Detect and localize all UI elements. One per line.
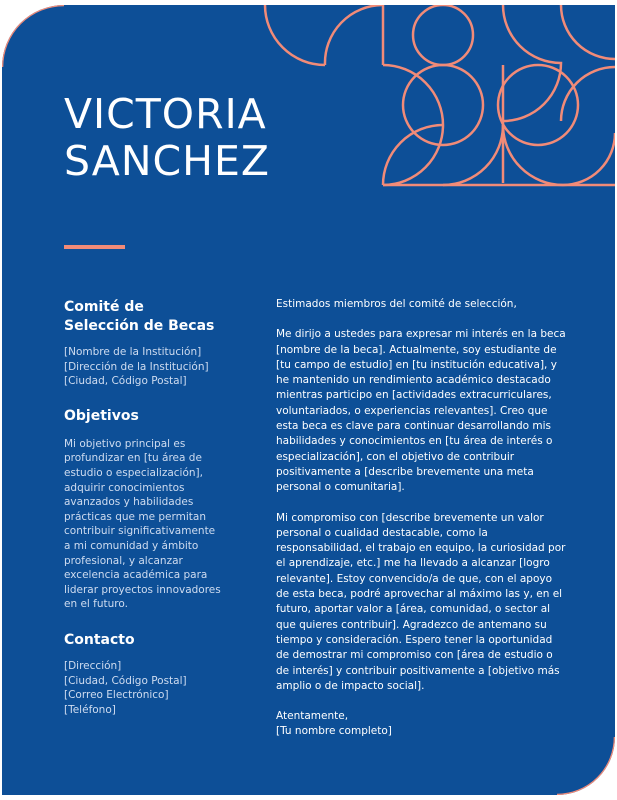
arc-5 xyxy=(561,5,615,59)
arc-8 xyxy=(561,67,615,121)
letter-signature: [Tu nombre completo] xyxy=(276,725,392,738)
arc-2 xyxy=(325,5,383,65)
circle-1 xyxy=(413,5,473,65)
arc-13 xyxy=(383,125,443,185)
recipient-address-line: [Nombre de la Institución] xyxy=(64,346,202,358)
contact-email: [Correo Electrónico] xyxy=(64,689,169,702)
objectives-text: Mi objetivo principal es profundizar en [tu área de estudio o especialización], adquirir conocimientos avanzados y habilidades prácticas que me permitan contribuir significativamente a mi comunidad y ámbito profesional, y alcanzar excelencia académica para liderar proyectos innovadores en el futuro. xyxy=(64,437,221,611)
corner-arc-bottom-right xyxy=(557,737,615,795)
contact-phone: [Teléfono] xyxy=(64,703,116,716)
recipient-address xyxy=(64,345,222,389)
letter-body xyxy=(276,297,566,740)
arc-1 xyxy=(265,5,325,65)
circle-3 xyxy=(498,65,578,145)
candidate-name xyxy=(64,91,270,185)
arc-4 xyxy=(503,5,561,121)
contact-heading: Contacto xyxy=(64,631,135,648)
letter-closing: Atentamente, xyxy=(276,710,349,723)
recipient-heading: Comité de Selección de Becas xyxy=(64,299,215,334)
circle-2 xyxy=(403,65,483,145)
corner-arc-top-left xyxy=(2,5,64,67)
letter-paragraph-2: Mi compromiso con [describe brevemente un valor personal o cualidad destacable, como la responsabilidad, el trabajo en equipo, la curiosidad por el aprendizaje, etc.] me ha llevado a alcanzar [logro relevante]. Estoy convencido/a de que, con el apoyo de esta beca, podré aprovechar al máximo las y, en el futuro, aportar valor a [área, comunidad, o sector al que quieres contribuir]. Agradezco de antemano su tiempo y consideración. Espero tener la oportunidad de demostrar mi compromiso con [área de estudio o de interés] y contribuir positivamente a [objetivo más amplio o de impacto social]. xyxy=(276,511,566,692)
letter-paragraph-1: Me dirijo a ustedes para expresar mi interés en la beca [nombre de la beca]. Actualmente, soy estudiante de [tu campo de estudio] en [tu institución educativa], y he mantenido un rendimiento académico destacado mientras participo en [actividades extracurriculares, voluntariados, o experiencias relevantes]. Creo que esta beca es clave para continuar desarrollando mis habilidades y conocimientos en [tu área de interés o especialización], con el objetivo de contribuir positivamente a [describe brevemente una meta personal o comunitaria]. xyxy=(276,328,566,494)
contact-address: [Dirección] xyxy=(64,659,122,672)
arc-6 xyxy=(383,65,443,185)
arc-10 xyxy=(443,125,503,185)
arc-12 xyxy=(563,133,615,185)
accent-divider xyxy=(64,245,125,249)
contact-list xyxy=(64,659,222,717)
recipient-address-line: [Dirección de la Institución] xyxy=(64,360,209,373)
candidate-first-name: VICTORIA xyxy=(64,90,267,138)
left-column xyxy=(64,298,222,717)
letter-greeting: Estimados miembros del comité de selección, xyxy=(276,298,517,310)
candidate-last-name: SANCHEZ xyxy=(64,137,270,185)
arc-11 xyxy=(503,125,563,185)
recipient-address-line: [Ciudad, Código Postal] xyxy=(64,375,187,388)
contact-city: [Ciudad, Código Postal] xyxy=(64,674,187,687)
objectives-heading: Objetivos xyxy=(64,407,139,424)
letter-page xyxy=(2,5,615,795)
